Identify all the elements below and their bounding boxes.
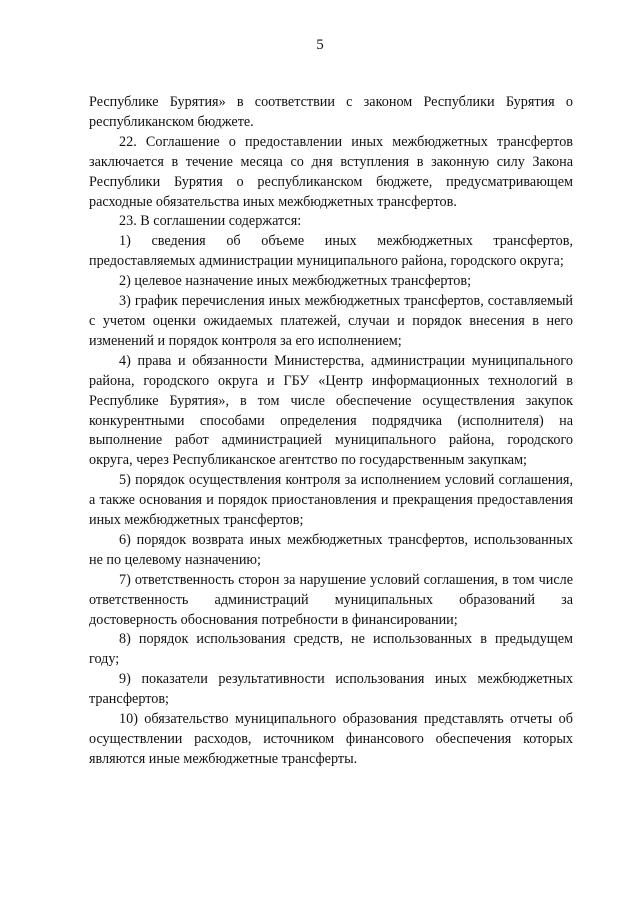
list-item-7: 7) ответственность сторон за нарушение условий соглашения, в том числе ответственность администраций муниципальных образований за достоверность обоснования потребности в финансировании;: [89, 571, 573, 628]
document-body: [89, 93, 573, 770]
paragraph-intro-continuation: Республике Бурятия» в соответствии с законом Республики Бурятия о республиканском бюджете.: [89, 94, 573, 130]
list-item-3: 3) график перечисления иных межбюджетных трансфертов, составляемый с учетом оценки ожидаемых платежей, случаи и порядок внесения в него изменений и порядок контроля за его исполнением;: [89, 293, 573, 349]
page-number: 5: [316, 37, 324, 53]
list-item-2: 2) целевое назначение иных межбюджетных трансфертов;: [119, 273, 472, 290]
list-item-6: 6) порядок возврата иных межбюджетных трансфертов, использованных не по целевому назначению;: [89, 531, 573, 568]
list-item-1: 1) сведения об объеме иных межбюджетных трансфертов, предоставляемых администрации муниципального района, городского округа;: [89, 233, 573, 270]
list-item-4: 4) права и обязанности Министерства, администрации муниципального района, городского округа и ГБУ «Центр информационных технологий в Республике Бурятия», в том числе обеспечение осуществления закупок конкурентными способами определения подрядчика (исполнителя) на выполнение работ администрацией муниципального района, городского округа, через Республиканское агентство по государственным закупкам;: [89, 352, 573, 469]
list-item-9: 9) показатели результативности использования иных межбюджетных трансфертов;: [89, 671, 573, 708]
list-item-10: 10) обязательство муниципального образования представлять отчеты об осуществлении расходов, источником финансового обеспечения которых являются иные межбюджетные трансферты.: [89, 711, 573, 767]
list-item-8: 8) порядок использования средств, не использованных в предыдущем году;: [89, 631, 573, 668]
paragraph-22: 22. Соглашение о предоставлении иных межбюджетных трансфертов заключается в течение месяца со дня вступления в законную силу Закона Республики Бурятия о республиканском бюджете, предусматривающем расходные обязательства иных межбюджетных трансфертов.: [89, 133, 573, 210]
list-item-5: 5) порядок осуществления контроля за исполнением условий соглашения, а также основания и порядок приостановления и прекращения предоставления иных межбюджетных трансфертов;: [89, 472, 573, 529]
paragraph-23: 23. В соглашении содержатся:: [119, 213, 302, 230]
